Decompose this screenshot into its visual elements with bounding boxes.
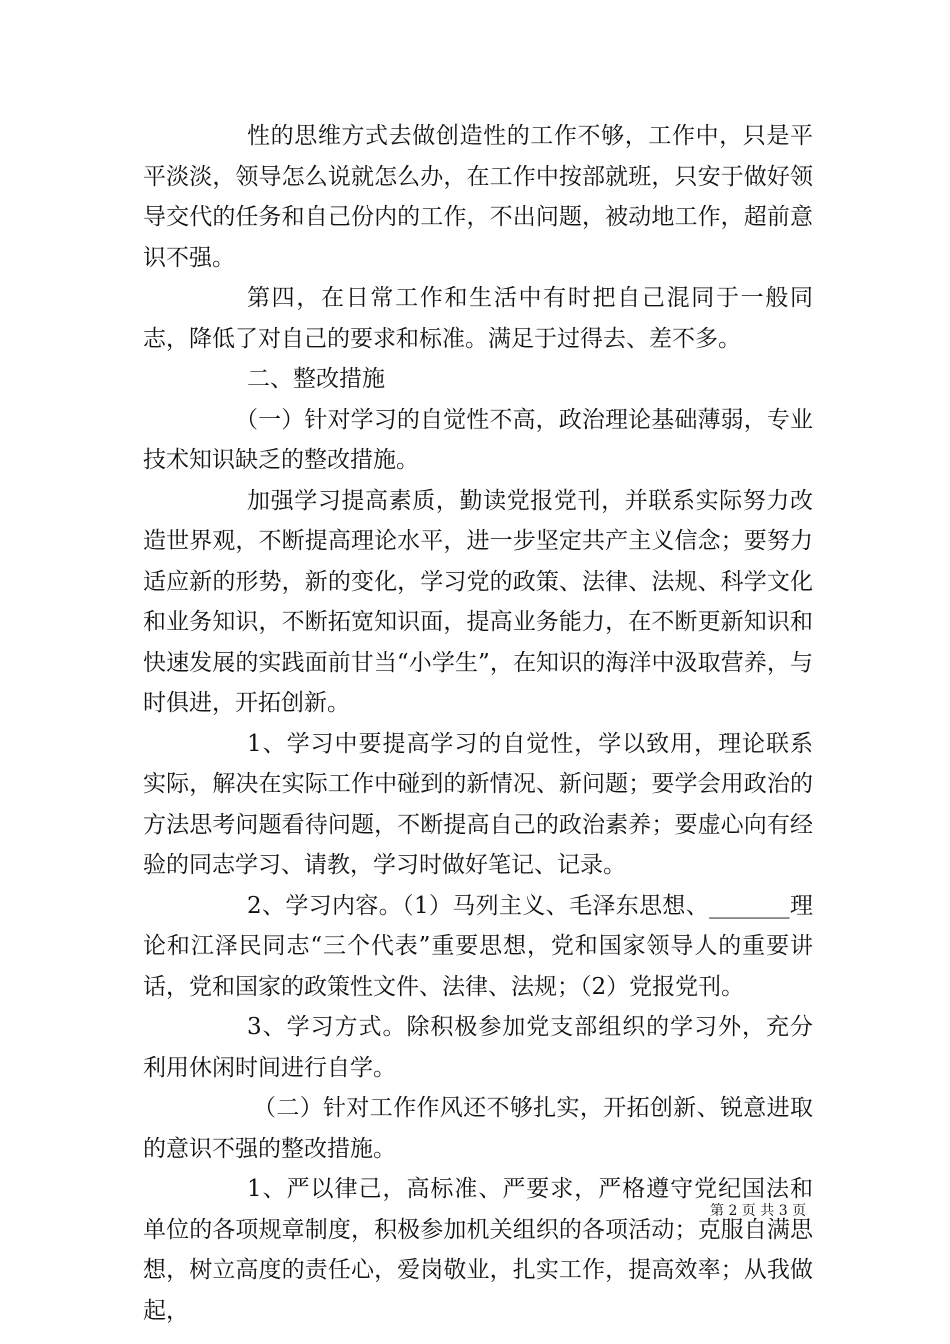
paragraph-strengthen-study: 加强学习提高素质，勤读党报党刊，并联系实际努力改造世界观，不断提高理论水平，进一步坚定共产主义信念；要努力适应新的形势，新的变化，学习党的政策、法律、法规、科学文化和业务知识，不断拓宽知识面，提高业务能力，在不断更新知识和快速发展的实践面前甘当“小学生”，在知识的海洋中汲取营养，与时俱进，开拓创新。 [143, 487, 813, 716]
paragraph-item-2: 2、学习内容。（1）马列主义、毛泽东思想、_______理论和江泽民同志“三个代表”重要思想，党和国家领导人的重要讲话，党和国家的政策性文件、法律、法规；（2）党报党刊。 [143, 892, 813, 1000]
paragraph-item-1: 1、学习中要提高学习的自觉性，学以致用，理论联系实际，解决在实际工作中碰到的新情况、新问题；要学会用政治的方法思考问题看待问题，不断提高自己的政治素养；要虚心向有经验的同志学习、请教，学习时做好笔记、记录。 [143, 730, 813, 878]
page-number-footer: 第 2 页 共 3 页 [710, 1203, 807, 1219]
subsection-heading-one: （一）针对学习的自觉性不高，政治理论基础薄弱，专业技术知识缺乏的整改措施。 [143, 406, 813, 473]
paragraph-item-3: 3、学习方式。除积极参加党支部组织的学习外，充分利用休闲时间进行自学。 [143, 1014, 813, 1081]
paragraph-fourth-issue: 第四，在日常工作和生活中有时把自己混同于一般同志，降低了对自己的要求和标准。满足于过得去、差不多。 [143, 285, 813, 352]
subsection-heading-two: （二）针对工作作风还不够扎实，开拓创新、锐意进取的意识不强的整改措施。 [143, 1095, 813, 1162]
section-heading-rectification: 二、整改措施 [247, 366, 385, 392]
paragraph-item-1-discipline: 1、严以律己，高标准、严要求，严格遵守党纪国法和单位的各项规章制度，积极参加机关组织的各项活动；克服自满思想，树立高度的责任心，爱岗敬业，扎实工作，提高效率；从我做起， [143, 1176, 813, 1324]
document-body [143, 116, 813, 1331]
paragraph-continuation: 性的思维方式去做创造性的工作不够，工作中，只是平平淡淡，领导怎么说就怎么办，在工作中按部就班，只安于做好领导交代的任务和自己份内的工作，不出问题，被动地工作，超前意识不强。 [143, 123, 813, 271]
